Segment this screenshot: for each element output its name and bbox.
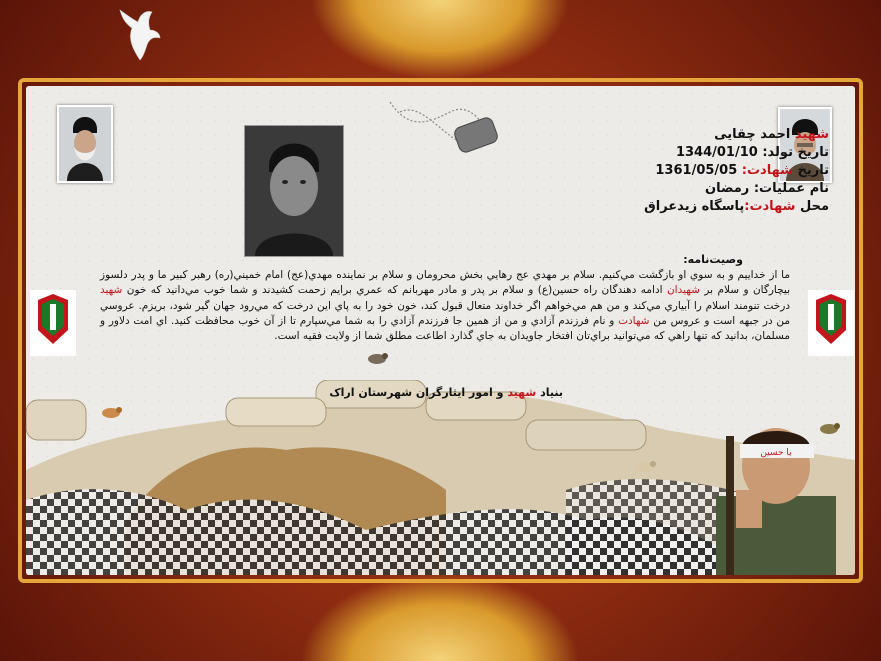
dog-tag-icon xyxy=(380,92,510,172)
will-text xyxy=(100,268,790,344)
operation-name: رمضان xyxy=(704,181,750,196)
organization-credit xyxy=(329,386,563,399)
place-label-a: محل xyxy=(799,199,829,214)
martyr-photo xyxy=(244,125,344,257)
name-prefix: شهید xyxy=(794,127,829,142)
will-part-3: درخت تنومند اسلام را آبياري مي‌كند و من هم مي‌خواهم اگر خداوند متعال قبول كند، خون خود را به پاي اين درخت كه مي‌رود جهان گير شود، بريزم. عروسي من در جبهه است و عروس من xyxy=(100,299,791,327)
martyr-info xyxy=(644,126,829,216)
svg-text:یا حسین: یا حسین xyxy=(760,448,792,458)
will-red-3: شهادت xyxy=(618,314,650,327)
will-red-2: شهيد xyxy=(100,284,123,297)
martyrdom-date-line xyxy=(644,162,829,180)
birth-date-line xyxy=(644,144,829,162)
martyr-name: احمد چقایی xyxy=(714,127,791,142)
bird-icon xyxy=(632,458,658,474)
foundation-emblem-left xyxy=(30,290,76,356)
operation-line xyxy=(644,180,829,198)
will-part-1: ما از خداييم و به سوي او بازگشت مي‌كنيم. سلام بر مهدي عج رهايي بخش محرومان و سلام بر نماينده مهدي(عج) امام خميني(ره) رهبر كبير ما و پدر دلسوز بيچارگان و سلام بر xyxy=(100,269,790,297)
bird-icon xyxy=(364,350,390,366)
martyr-name-line xyxy=(644,126,829,144)
place-line xyxy=(644,198,829,216)
birth-label: تاریخ تولد: xyxy=(762,145,829,160)
org-part-1: بنیاد xyxy=(540,386,563,399)
foundation-emblem-right xyxy=(808,290,854,356)
place-name: پاسگاه زیدعراق xyxy=(644,199,745,214)
dove-icon xyxy=(118,8,162,62)
will-red-1: شهيدان xyxy=(666,284,700,297)
bird-icon xyxy=(98,404,124,420)
bottom-ornament xyxy=(300,572,580,661)
org-part-2: و امور ایثارگران شهرستان اراک xyxy=(329,386,504,399)
place-label-b: شهادت: xyxy=(744,199,796,214)
will-part-4: و نام فرزندم آزادي و من از همين جا فرزندم آزادي را به شما مي‌سپارم تا از آن خوب محافظت كنيد. اي امت دلاور و مسلمان، بدانيد كه تنها راهي كه مي‌توانيد براي‌تان افتخار جاويدان به جاي گذارد اطاعت مطلق شما از ولايت فقيه است. xyxy=(100,314,790,343)
bird-icon xyxy=(816,420,842,436)
top-ornament xyxy=(310,0,570,80)
martyrdom-date: 1361/05/05 xyxy=(655,163,738,178)
will-part-2: ادامه دهندگان راه حسين(ع) و سلام بر پدر و مادر مهربانم كه عمري برايم زحمت كشيدند و شما خوب مي‌دانيد كه خون xyxy=(122,284,667,297)
leader-portrait-left xyxy=(57,105,113,183)
martyrdom-label-a: تاریخ xyxy=(797,163,829,178)
org-red: شهید xyxy=(507,386,537,399)
martyrdom-label-b: شهادت: xyxy=(741,163,793,178)
birth-date: 1344/01/10 xyxy=(675,145,758,160)
operation-label: نام عملیات: xyxy=(753,181,829,196)
will-title: وصيت‌نامه: xyxy=(683,253,743,266)
